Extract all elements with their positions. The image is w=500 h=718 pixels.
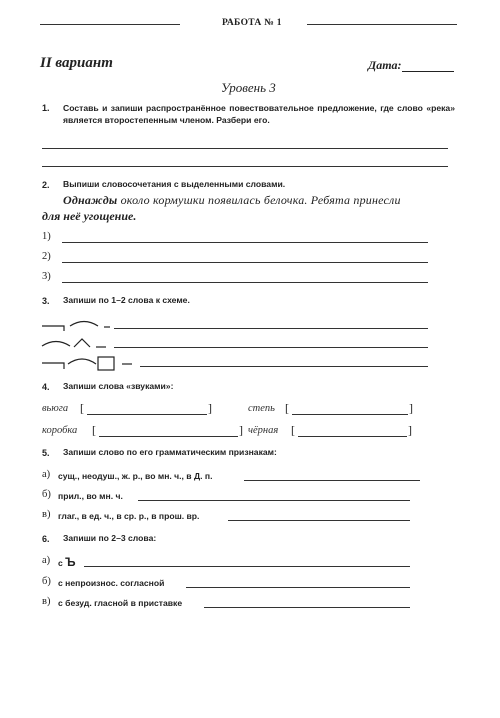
option-prefix: в) xyxy=(42,509,51,520)
header-rule-left xyxy=(40,24,180,25)
transcription-field[interactable] xyxy=(298,436,407,437)
task6-number: 6. xyxy=(42,534,50,544)
task4-text: Запиши слова «звуками»: xyxy=(63,381,174,391)
answer-line[interactable] xyxy=(114,328,428,329)
grammar-features: прил., во мн. ч. xyxy=(58,491,123,501)
answer-line[interactable] xyxy=(42,148,448,149)
header-title: РАБОТА № 1 xyxy=(222,18,282,28)
task3-number: 3. xyxy=(42,296,50,306)
word-criterion: с непроизнос. согласной xyxy=(58,578,165,588)
answer-line[interactable] xyxy=(62,282,428,283)
task1-number: 1. xyxy=(42,103,50,113)
answer-line[interactable] xyxy=(186,587,410,588)
grammar-features: сущ., неодуш., ж. р., во мн. ч., в Д. п. xyxy=(58,471,213,481)
transcription-open-bracket: [ xyxy=(285,401,289,415)
highlighted-word: Однажды xyxy=(63,193,118,207)
transcription-close-bracket: ] xyxy=(208,401,212,415)
answer-line[interactable] xyxy=(62,262,428,263)
answer-line[interactable] xyxy=(114,347,428,348)
task2-item-label: 3) xyxy=(42,271,51,282)
transcription-open-bracket: [ xyxy=(80,401,84,415)
task5-text: Запиши слово по его грамматическим признакам: xyxy=(63,447,277,457)
option-prefix: б) xyxy=(42,576,51,587)
prefix-mark-icon xyxy=(42,326,64,331)
grammar-features: глаг., в ед. ч., в ср. р., в прош. вр. xyxy=(58,511,200,521)
answer-line[interactable] xyxy=(84,566,410,567)
word-criterion xyxy=(58,555,76,569)
root-arc-icon xyxy=(68,359,96,364)
answer-line[interactable] xyxy=(140,366,428,367)
suffix-mark-icon xyxy=(74,339,90,347)
transcription-field[interactable] xyxy=(292,414,408,415)
root-arc-icon xyxy=(42,342,70,347)
criterion-text: с xyxy=(58,558,63,568)
task5-number: 5. xyxy=(42,448,50,458)
transcription-open-bracket: [ xyxy=(92,423,96,437)
task4-number: 4. xyxy=(42,382,50,392)
word-label: коробка xyxy=(42,425,78,436)
option-prefix: а) xyxy=(42,469,51,480)
option-prefix: б) xyxy=(42,489,51,500)
answer-line[interactable] xyxy=(244,480,420,481)
word-label: чёрная xyxy=(248,425,279,436)
task2-item-label: 1) xyxy=(42,231,51,242)
transcription-field[interactable] xyxy=(99,436,238,437)
transcription-close-bracket: ] xyxy=(409,401,413,415)
answer-line[interactable] xyxy=(42,166,448,167)
word-scheme-1 xyxy=(40,314,112,334)
hard-sign-letter: Ъ xyxy=(65,555,76,569)
prefix-mark-icon xyxy=(42,363,64,369)
date-field[interactable] xyxy=(402,71,454,72)
word-label: степь xyxy=(248,403,275,414)
header-rule-right xyxy=(307,24,457,25)
variant-title: II вариант xyxy=(40,55,113,71)
transcription-close-bracket: ] xyxy=(239,423,243,437)
task2-sentence-line2: для неё угощение. xyxy=(42,209,137,223)
word-scheme-2 xyxy=(40,333,112,353)
date-label: Дата: xyxy=(368,58,402,72)
answer-line[interactable] xyxy=(204,607,410,608)
task2-sentence-line1 xyxy=(63,193,455,208)
transcription-open-bracket: [ xyxy=(291,423,295,437)
ending-box-icon xyxy=(98,357,114,370)
option-prefix: в) xyxy=(42,596,51,607)
task1-text: Составь и запиши распространённое повествовательное предложение, где слово «река» является второстепенным членом. Разбери его. xyxy=(63,103,455,125)
transcription-field[interactable] xyxy=(87,414,207,415)
sentence-text: около кормушки появилась белочка. Ребята принесли xyxy=(117,193,401,207)
task2-number: 2. xyxy=(42,180,50,190)
answer-line[interactable] xyxy=(228,520,410,521)
word-scheme-3 xyxy=(40,351,140,373)
task6-text: Запиши по 2–3 слова: xyxy=(63,533,157,543)
word-criterion: с безуд. гласной в приставке xyxy=(58,598,183,608)
task3-text: Запиши по 1–2 слова к схеме. xyxy=(63,295,190,305)
level-title: Уровень 3 xyxy=(221,80,276,95)
answer-line[interactable] xyxy=(138,500,410,501)
task2-item-label: 2) xyxy=(42,251,51,262)
transcription-close-bracket: ] xyxy=(408,423,412,437)
task2-text: Выпиши словосочетания с выделенными словами. xyxy=(63,179,286,189)
option-prefix: а) xyxy=(42,555,51,566)
answer-line[interactable] xyxy=(62,242,428,243)
root-arc-icon xyxy=(70,322,98,327)
word-label: вьюга xyxy=(42,403,69,414)
